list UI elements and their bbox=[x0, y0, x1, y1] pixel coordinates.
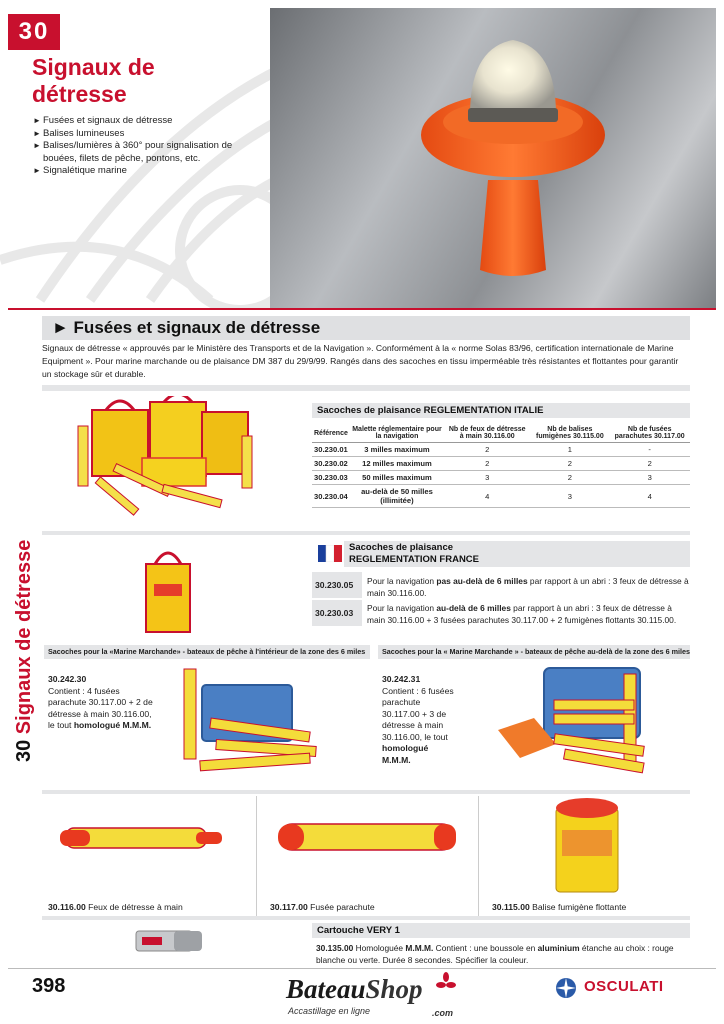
bateaushop-logo: BateauShop Accastillage en ligne .com bbox=[282, 972, 462, 1022]
chapter-badge: 30 bbox=[8, 14, 60, 50]
divider bbox=[42, 531, 690, 535]
table-row: 30.230.04 au-delà de 50 milles (illimitée) 4 3 4 bbox=[312, 485, 690, 508]
page-title: Signaux de détresse bbox=[32, 54, 155, 107]
bullet-item: ► Signalétique marine bbox=[33, 165, 263, 178]
footer-divider bbox=[8, 968, 716, 969]
compass-rose-icon bbox=[554, 976, 578, 1000]
italy-regulation-table bbox=[312, 424, 690, 508]
side-label: 30 Signaux de détresse bbox=[13, 539, 35, 762]
bullet-item: ► Balises lumineuses bbox=[33, 128, 263, 141]
mmm-case-image-right bbox=[494, 660, 656, 780]
col-header: Nb de fusées parachutes 30.117.00 bbox=[609, 424, 690, 443]
mmm-left-desc: 30.242.30 Contient : 4 fusées parachute 30.117.00 + 2 de détresse à main 30.116.00, le tout homologué M.M.M. bbox=[48, 674, 153, 730]
smoke-buoy-image bbox=[552, 796, 622, 896]
flare-bags-image bbox=[72, 396, 264, 528]
section-title: ► Fusées et signaux de détresse bbox=[52, 318, 321, 337]
ref-number: 30.230.05 bbox=[315, 580, 354, 590]
france-row-text: Pour la navigation au-delà de 6 milles par rapport à un abri : 3 feux de détresse à main 30.116.00 + 3 fusées parachutes 30.117.00 + 2 fumigènes flottants 30.115.00. bbox=[367, 603, 677, 625]
propeller-icon bbox=[436, 972, 456, 992]
parachute-rocket-image bbox=[274, 818, 460, 858]
table-row: 30.230.03 50 milles maximum 3 2 3 bbox=[312, 471, 690, 485]
france-heading: Sacoches de plaisance REGLEMENTATION FRANCE bbox=[344, 541, 690, 567]
ref-number: 30.230.03 bbox=[315, 608, 354, 618]
mmm-right-heading: Sacoches pour la « Marine Marchande » - bateaux de pêche au-delà de la zone des 6 miles bbox=[378, 645, 690, 659]
italy-table-heading: Sacoches de plaisance REGLEMENTATION ITALIE bbox=[312, 403, 690, 418]
very-heading: Cartouche VERY 1 bbox=[312, 923, 690, 938]
mmm-case-image-left bbox=[180, 665, 338, 783]
divider bbox=[42, 916, 690, 920]
intro-bullets bbox=[33, 115, 263, 178]
france-row-text: Pour la navigation pas au-delà de 6 milles par rapport à un abri : 3 feux de détresse à main 30.116.00. bbox=[367, 576, 689, 598]
light-buoy-image bbox=[418, 30, 608, 280]
col-header: Nb de balises fumigènes 30.115.00 bbox=[530, 424, 609, 443]
divider bbox=[42, 790, 690, 794]
table-row: 30.230.01 3 milles maximum 2 1 - bbox=[312, 443, 690, 457]
mmm-right-desc: 30.242.31 Contient : 6 fusées parachute 30.117.00 + 3 de détresse à main 30.116.00, le tout homologué M.M.M. bbox=[382, 674, 454, 765]
france-flag-icon bbox=[318, 545, 342, 562]
header-divider bbox=[8, 308, 716, 310]
divider bbox=[256, 796, 257, 916]
col-header: Malette réglementaire pour la navigation bbox=[350, 424, 444, 443]
section-intro: Signaux de détresse « approuvés par le Ministère des Transports et de la Navigation ». Conformément à la « norme Solas 83/96, certification internationale de Marine Equipment ». Pour marine marchande ou de plaisance DM 387 du 29/9/99. Rangés dans des sacoches en tissu imperméable très résistantes et flottantes pour garantir un stockage sûr et durable. bbox=[42, 343, 679, 379]
divider bbox=[42, 385, 690, 391]
product-caption: 30.115.00 Balise fumigène flottante bbox=[492, 902, 627, 912]
page-number: 398 bbox=[32, 975, 66, 997]
bullet-item: ► Fusées et signaux de détresse bbox=[33, 115, 263, 128]
product-caption: 30.117.00 Fusée parachute bbox=[270, 902, 375, 912]
col-header: Nb de feux de détresse à main 30.116.00 bbox=[444, 424, 530, 443]
very-cartridge-image bbox=[134, 928, 204, 954]
bullet-item: ► Balises/lumières à 360° pour signalisation de bouées, filets de pêche, pontons, etc. bbox=[33, 140, 263, 165]
hand-flare-image bbox=[56, 820, 226, 854]
very-description: 30.135.00 Homologuée M.M.M. Contient : une boussole en aluminium étanche au choix : rouge blanche ou verte. Durée 8 secondes. Spécifier la couleur. bbox=[316, 943, 674, 965]
product-caption: 30.116.00 Feux de détresse à main bbox=[48, 902, 183, 912]
mmm-left-heading: Sacoches pour la «Marine Marchande» - bateaux de pêche à l'intérieur de la zone des 6 miles bbox=[44, 645, 370, 659]
divider bbox=[478, 796, 479, 916]
france-bag-image bbox=[140, 544, 196, 636]
table-row: 30.230.02 12 milles maximum 2 2 2 bbox=[312, 457, 690, 471]
osculati-logo: OSCULATI bbox=[554, 974, 694, 1002]
col-header: Référence bbox=[312, 424, 350, 443]
